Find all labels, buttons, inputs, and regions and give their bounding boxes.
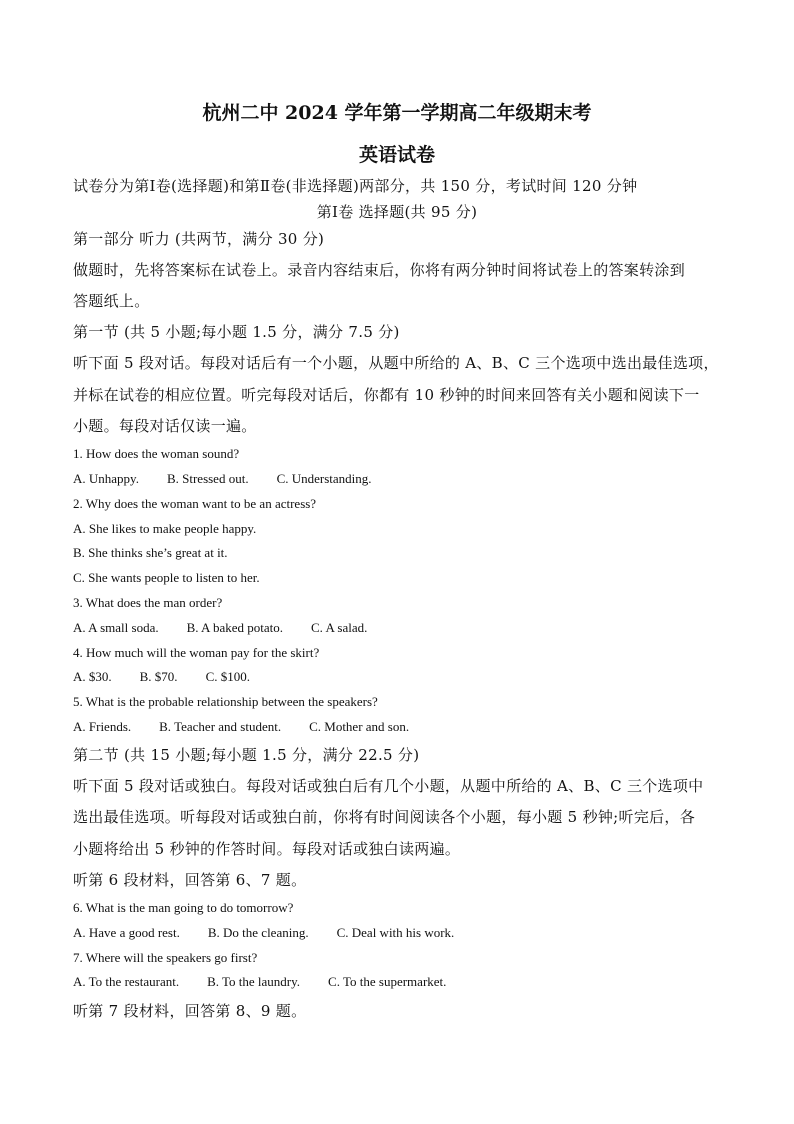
part1-instruction-line: 答题纸上。	[73, 292, 150, 310]
option-c: C. Deal with his work.	[336, 925, 455, 940]
option-b: B. A baked potato.	[186, 620, 284, 635]
option-c: C. A salad.	[311, 620, 368, 635]
section2-instruction-line: 听下面 5 段对话或独白。每段对话或独白后有几个小题，从题中所给的 A、B、C 三个选项中	[73, 777, 704, 795]
option-b: B. To the laundry.	[207, 974, 301, 989]
option-a: A. Have a good rest.	[73, 925, 180, 940]
option-a: A. She likes to make people happy.	[73, 521, 257, 536]
section2-instruction-line: 选出最佳选项。听每段对话或独白前，你将有时间阅读各个小题，每小题 5 秒钟;听完后，各	[73, 808, 696, 826]
option-b: B. $70.	[139, 669, 178, 684]
question-options	[73, 669, 278, 685]
option-c: C. $100.	[205, 669, 250, 684]
section1-heading: 第一节 (共 5 小题;每小题 1.5 分，满分 7.5 分)	[73, 323, 400, 341]
question-text: 6. What is the man going to do tomorrow?	[73, 900, 294, 915]
option-b: B. Stressed out.	[166, 471, 249, 486]
volume1-heading: 第Ⅰ卷 选择题(共 95 分)	[316, 203, 478, 221]
section1-instruction-line: 听下面 5 段对话。每段对话后有一个小题，从题中所给的 A、B、C 三个选项中选出最佳选项，	[73, 354, 719, 372]
section2-instruction-line: 小题将给出 5 秒钟的作答时间。每段对话或独白读两遍。	[73, 840, 461, 858]
exam-title: 杭州二中 2024 学年第一学期高二年级期末考	[202, 102, 592, 124]
option-c: C. To the supermarket.	[328, 974, 447, 989]
question-text: 7. Where will the speakers go first?	[73, 950, 258, 965]
option-b: B. Teacher and student.	[159, 719, 282, 734]
question-text: 2. Why does the woman want to be an actress?	[73, 496, 317, 511]
part1-instruction-line: 做题时，先将答案标在试卷上。录音内容结束后，你将有两分钟时间将试卷上的答案转涂到	[73, 261, 686, 279]
option-a: A. $30.	[73, 669, 112, 684]
question-options	[73, 471, 400, 487]
option-c: C. She wants people to listen to her.	[73, 570, 260, 585]
question-text: 1. How does the woman sound?	[73, 446, 240, 461]
question-options	[73, 620, 395, 636]
question-options	[73, 719, 437, 735]
question-options	[73, 974, 474, 990]
exam-subtitle: 英语试卷	[358, 144, 435, 166]
exam-intro: 试卷分为第Ⅰ卷(选择题)和第Ⅱ卷(非选择题)两部分，共 150 分，考试时间 120 分钟	[73, 177, 638, 195]
part1-heading: 第一部分 听力 (共两节，满分 30 分)	[73, 230, 325, 248]
section1-instruction-line: 并标在试卷的相应位置。听完每段对话后，你都有 10 秒钟的时间来回答有关小题和阅读下一	[73, 386, 700, 404]
option-c: C. Understanding.	[276, 471, 372, 486]
question-text: 3. What does the man order?	[73, 595, 223, 610]
question-options	[73, 925, 482, 941]
option-a: A. To the restaurant.	[73, 974, 180, 989]
section1-instruction-line: 小题。每段对话仅读一遍。	[73, 417, 257, 435]
section2-heading: 第二节 (共 15 小题;每小题 1.5 分，满分 22.5 分)	[73, 746, 420, 764]
material-instruction: 听第 6 段材料，回答第 6、7 题。	[73, 871, 307, 889]
question-text: 5. What is the probable relationship between the speakers?	[73, 694, 378, 709]
option-c: C. Mother and son.	[309, 719, 410, 734]
question-text: 4. How much will the woman pay for the skirt?	[73, 645, 320, 660]
option-b: B. She thinks she’s great at it.	[73, 545, 228, 560]
option-a: A. Unhappy.	[73, 471, 139, 486]
option-a: A. Friends.	[73, 719, 132, 734]
option-b: B. Do the cleaning.	[207, 925, 309, 940]
option-a: A. A small soda.	[73, 620, 159, 635]
material-instruction: 听第 7 段材料，回答第 8、9 题。	[73, 1002, 307, 1020]
